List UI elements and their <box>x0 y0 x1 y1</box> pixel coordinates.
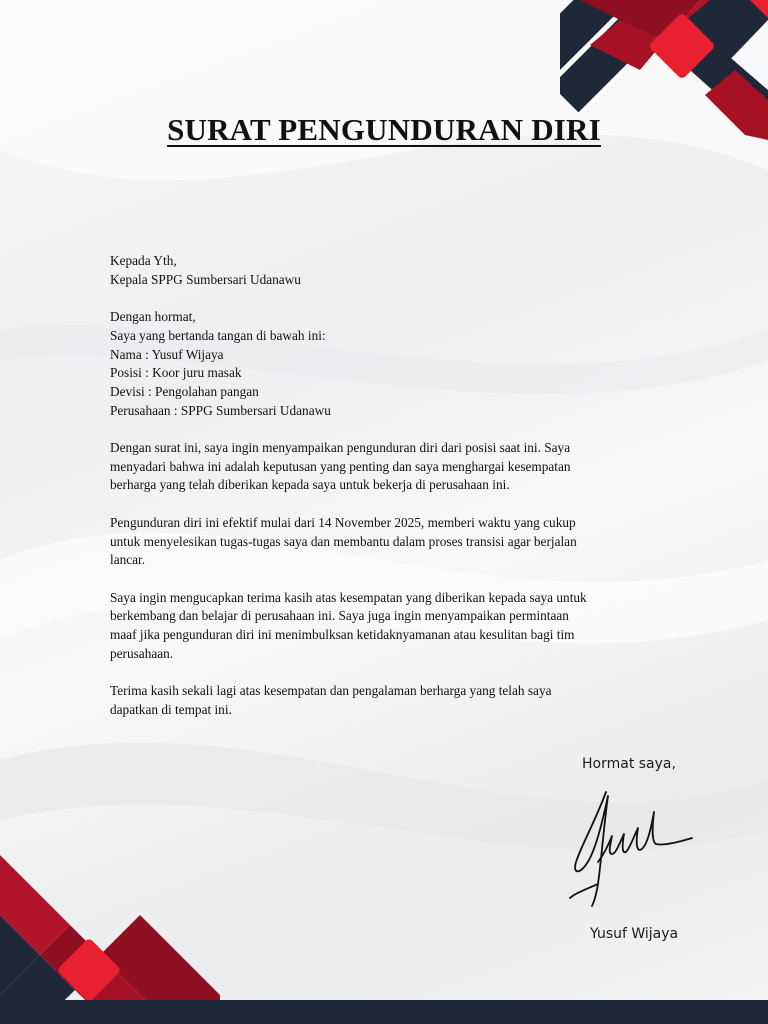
paragraph-line: untuk menyelesikan tugas-tugas saya dan membantu dalam proses transisi agar berjalan <box>110 533 577 549</box>
detail-division: Devisi : Pengolahan pangan <box>110 383 259 399</box>
greeting-line: Dengan hormat, <box>110 309 196 325</box>
intro-line: Saya yang bertanda tangan di bawah ini: <box>110 327 326 343</box>
bottom-bar <box>0 1000 768 1024</box>
closing-text: Hormat saya, <box>582 756 676 772</box>
signer-name: Yusuf Wijaya <box>590 926 679 942</box>
detail-company: Perusahaan : SPPG Sumbersari Udanawu <box>110 402 331 418</box>
paragraph-line: Dengan surat ini, saya ingin menyampaikan pengunduran diri dari posisi saat ini. Saya <box>110 440 571 455</box>
paragraph-line: perusahaan. <box>110 645 174 661</box>
paragraph-line: menyadari bahwa ini adalah keputusan yang penting dan saya menghargai kesempatan <box>110 458 571 474</box>
paragraph-line: berharga yang telah diberikan kepada saya untuk bekerja di perusahaan ini. <box>110 477 510 493</box>
paragraph-line: Saya ingin mengucapkan terima kasih atas kesempatan yang diberikan kepada saya untuk <box>110 589 587 605</box>
paragraph-line: maaf jika pengunduran diri ini menimbulksan ketidaknyamanan atau kesulitan bagi tim <box>110 627 575 642</box>
paragraph-line: Terima kasih sekali lagi atas kesempatan dan pengalaman berharga yang telah saya <box>110 683 552 699</box>
detail-name: Nama : Yusuf Wijaya <box>110 346 224 362</box>
paragraph-line: lancar. <box>110 552 146 568</box>
paragraph-line: dapatkan di tempat ini. <box>110 701 232 717</box>
paragraph-line: berkembang dan belajar di perusahaan ini. Saya juga ingin menyampaikan permintaan <box>110 608 569 624</box>
recipient-line: Kepada Yth, <box>110 253 177 268</box>
addressee-line: Kepala SPPG Sumbersari Udanawu <box>110 271 301 287</box>
letter-title: SURAT PENGUNDURAN DIRI <box>167 112 601 147</box>
paragraph-line: Pengunduran diri ini efektif mulai dari 14 November 2025, memberi waktu yang cukup <box>110 514 576 530</box>
bottom-left-decoration <box>0 855 220 1024</box>
signature-icon <box>564 784 704 914</box>
detail-position: Posisi : Koor juru masak <box>110 365 242 381</box>
letter-body <box>110 252 630 720</box>
